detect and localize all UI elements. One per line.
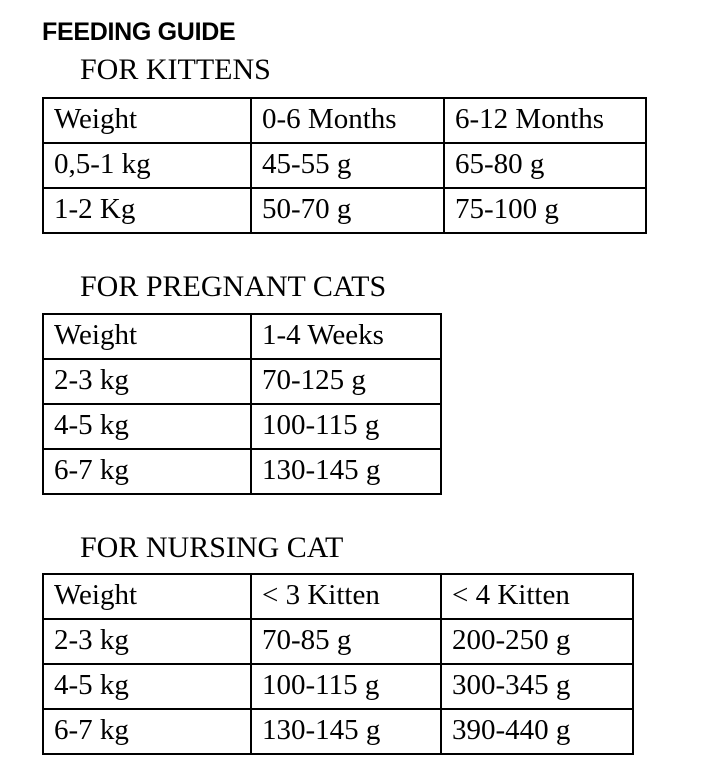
weight-cell: 2-3 kg xyxy=(43,619,251,664)
table-row xyxy=(43,188,646,233)
kittens-feeding-table xyxy=(42,97,647,234)
weight-cell: 0,5-1 kg xyxy=(43,143,251,188)
table-row xyxy=(43,709,633,754)
table-header-row xyxy=(43,574,633,619)
amount-cell: 65-80 g xyxy=(444,143,646,188)
column-header-0-6-months: 0-6 Months xyxy=(251,98,444,143)
column-header-weight: Weight xyxy=(43,314,251,359)
amount-cell: 70-85 g xyxy=(251,619,441,664)
column-header-1-4-weeks: 1-4 Weeks xyxy=(251,314,441,359)
weight-cell: 1-2 Kg xyxy=(43,188,251,233)
weight-cell: 2-3 kg xyxy=(43,359,251,404)
column-header-6-12-months: 6-12 Months xyxy=(444,98,646,143)
weight-cell: 4-5 kg xyxy=(43,404,251,449)
amount-cell: 50-70 g xyxy=(251,188,444,233)
amount-cell: 100-115 g xyxy=(251,404,441,449)
section-heading-nursing-cat: FOR NURSING CAT xyxy=(80,531,344,564)
amount-cell: 70-125 g xyxy=(251,359,441,404)
table-row xyxy=(43,449,441,494)
section-heading-kittens: FOR KITTENS xyxy=(80,53,271,86)
table-row xyxy=(43,664,633,709)
table-row xyxy=(43,404,441,449)
column-header-weight: Weight xyxy=(43,574,251,619)
table-header-row xyxy=(43,98,646,143)
amount-cell: 45-55 g xyxy=(251,143,444,188)
column-header-weight: Weight xyxy=(43,98,251,143)
amount-cell: 200-250 g xyxy=(441,619,633,664)
amount-cell: 390-440 g xyxy=(441,709,633,754)
column-header-4-kitten: < 4 Kitten xyxy=(441,574,633,619)
section-heading-pregnant-cats: FOR PREGNANT CATS xyxy=(80,270,387,303)
nursing-cat-feeding-table xyxy=(42,573,634,755)
amount-cell: 100-115 g xyxy=(251,664,441,709)
amount-cell: 300-345 g xyxy=(441,664,633,709)
amount-cell: 130-145 g xyxy=(251,449,441,494)
table-row xyxy=(43,359,441,404)
table-header-row xyxy=(43,314,441,359)
column-header-3-kitten: < 3 Kitten xyxy=(251,574,441,619)
weight-cell: 4-5 kg xyxy=(43,664,251,709)
table-row xyxy=(43,143,646,188)
page-title: FEEDING GUIDE xyxy=(42,18,236,46)
table-row xyxy=(43,619,633,664)
weight-cell: 6-7 kg xyxy=(43,449,251,494)
amount-cell: 130-145 g xyxy=(251,709,441,754)
pregnant-cats-feeding-table xyxy=(42,313,442,495)
amount-cell: 75-100 g xyxy=(444,188,646,233)
weight-cell: 6-7 kg xyxy=(43,709,251,754)
